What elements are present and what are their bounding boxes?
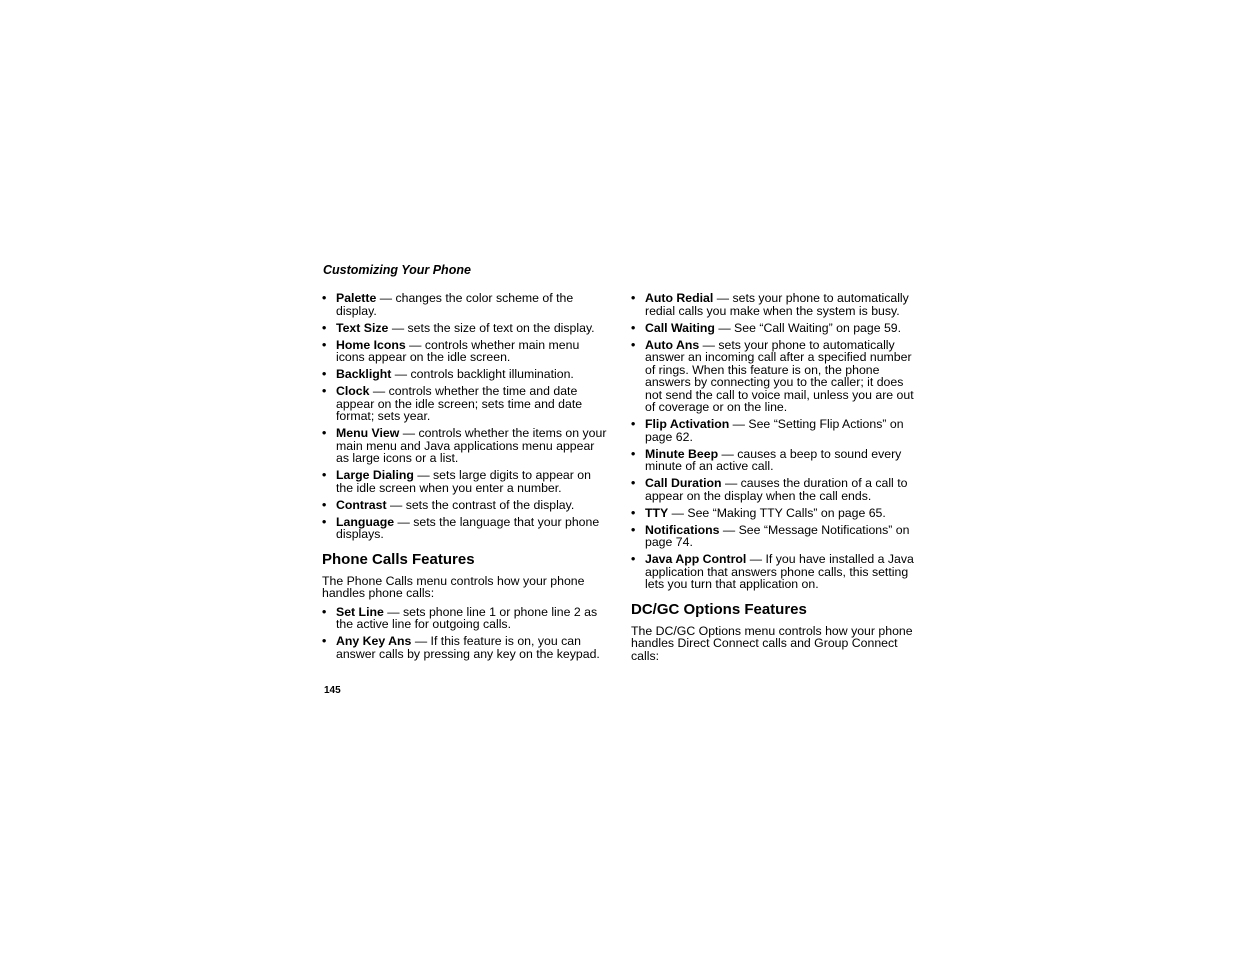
item-term: Home Icons <box>336 337 406 352</box>
item-term: Java App Control <box>645 552 747 566</box>
feature-list-display <box>322 292 607 541</box>
item-term: Auto Ans <box>645 337 700 352</box>
item-term: Auto Redial <box>645 291 714 305</box>
list-item-home-icons <box>322 339 607 364</box>
item-term: Notifications <box>645 522 720 537</box>
right-column <box>631 292 916 668</box>
bullet-icon: • <box>631 446 636 461</box>
running-head: Customizing Your Phone <box>323 263 471 277</box>
section-intro-dc-gc-options: The DC/GC Options menu controls how your phone handles Direct Connect calls and Group Connect calls: <box>631 623 913 663</box>
section-heading-phone-calls: Phone Calls Features <box>322 550 475 568</box>
item-term: Backlight <box>336 367 392 381</box>
item-term: Contrast <box>336 497 387 512</box>
list-item-large-dialing <box>322 469 607 494</box>
item-term: Menu View <box>336 426 400 440</box>
item-description: — controls backlight illumination. <box>391 367 574 381</box>
section-heading-dc-gc-options: DC/GC Options Features <box>631 600 807 618</box>
bullet-icon: • <box>322 367 327 381</box>
bullet-icon: • <box>322 634 327 648</box>
item-term: Call Duration <box>645 476 722 490</box>
bullet-icon: • <box>322 320 327 335</box>
item-description: — controls whether the time and date appear on the idle screen; sets time and date format; sets year. <box>336 384 583 423</box>
bullet-icon: • <box>322 497 327 512</box>
item-term: TTY <box>645 505 669 520</box>
list-item-java-app-control <box>631 553 916 591</box>
bullet-icon: • <box>322 291 327 305</box>
page-number: 145 <box>324 685 341 696</box>
list-item-any-key-ans <box>322 635 607 660</box>
list-item-minute-beep <box>631 448 916 473</box>
list-item-call-duration <box>631 477 916 502</box>
item-description: — sets your phone to automatically redial calls you make when the system is busy. <box>645 291 909 318</box>
item-description: — changes the color scheme of the display. <box>336 291 574 318</box>
item-term: Language <box>336 514 395 529</box>
item-description: — sets the contrast of the display. <box>386 497 575 512</box>
bullet-icon: • <box>631 552 636 566</box>
item-term: Minute Beep <box>645 446 719 461</box>
item-description: — sets the language that your phone displays. <box>336 514 600 541</box>
bullet-icon: • <box>322 514 327 529</box>
feature-list-calls-continued <box>631 292 916 591</box>
item-term: Set Line <box>336 604 384 619</box>
item-description: — See “Setting Flip Actions” on page 62. <box>645 417 904 444</box>
item-description: — causes the duration of a call to appear on the display when the call ends. <box>645 476 908 503</box>
item-description: — See “Call Waiting” on page 59. <box>714 320 902 335</box>
list-item-tty <box>631 507 916 520</box>
item-description: — If you have installed a Java application that answers phone calls, this setting lets you turn that application on. <box>645 552 914 591</box>
item-term: Text Size <box>336 320 389 335</box>
item-term: Call Waiting <box>645 320 715 335</box>
list-item-set-line <box>322 606 607 631</box>
item-description: — sets the size of text on the display. <box>388 320 595 335</box>
list-item-text-size <box>322 322 607 335</box>
list-item-call-waiting <box>631 322 916 335</box>
item-description: — controls whether main menu icons appear on the idle screen. <box>336 337 580 364</box>
bullet-icon: • <box>322 337 327 352</box>
bullet-icon: • <box>322 384 327 398</box>
item-term: Large Dialing <box>336 468 414 482</box>
list-item-auto-redial <box>631 292 916 317</box>
section-intro-phone-calls: The Phone Calls menu controls how your phone handles phone calls: <box>322 573 585 600</box>
feature-list-phone-calls <box>322 606 607 661</box>
list-item-language <box>322 516 607 541</box>
list-item-auto-ans <box>631 339 916 414</box>
bullet-icon: • <box>631 505 636 520</box>
bullet-icon: • <box>631 337 636 352</box>
bullet-icon: • <box>322 468 327 482</box>
item-description: — sets your phone to automatically answer an incoming call after a specified number of rings. When this feature is on, the phone answers by connecting you to the caller; it does not send the call to voice mail, unless you are out of coverage or on the line. <box>645 337 914 414</box>
bullet-icon: • <box>631 291 636 305</box>
bullet-icon: • <box>322 604 327 619</box>
item-description: — sets phone line 1 or phone line 2 as the active line for outgoing calls. <box>336 604 598 631</box>
bullet-icon: • <box>631 522 636 537</box>
bullet-icon: • <box>631 320 636 335</box>
item-term: Any Key Ans <box>336 634 412 648</box>
bullet-icon: • <box>322 426 327 440</box>
item-description: — See “Message Notifications” on page 74. <box>645 522 910 549</box>
list-item-flip-activation <box>631 418 916 443</box>
list-item-contrast <box>322 499 607 512</box>
item-description: — controls whether the items on your main menu and Java applications menu appear as large icons or a list. <box>336 426 607 465</box>
item-description: — See “Making TTY Calls” on page 65. <box>668 505 886 520</box>
item-description: — causes a beep to sound every minute of an active call. <box>645 446 902 473</box>
list-item-palette <box>322 292 607 317</box>
bullet-icon: • <box>631 417 636 431</box>
item-term: Palette <box>336 291 377 305</box>
item-term: Clock <box>336 384 370 398</box>
list-item-menu-view <box>322 427 607 465</box>
item-term: Flip Activation <box>645 417 730 431</box>
list-item-clock <box>322 385 607 423</box>
left-column <box>322 292 607 665</box>
item-description: — sets large digits to appear on the idle screen when you enter a number. <box>336 468 591 495</box>
item-description: — If this feature is on, you can answer calls by pressing any key on the keypad. <box>336 634 600 661</box>
bullet-icon: • <box>631 476 636 490</box>
list-item-notifications <box>631 524 916 549</box>
list-item-backlight <box>322 368 607 381</box>
